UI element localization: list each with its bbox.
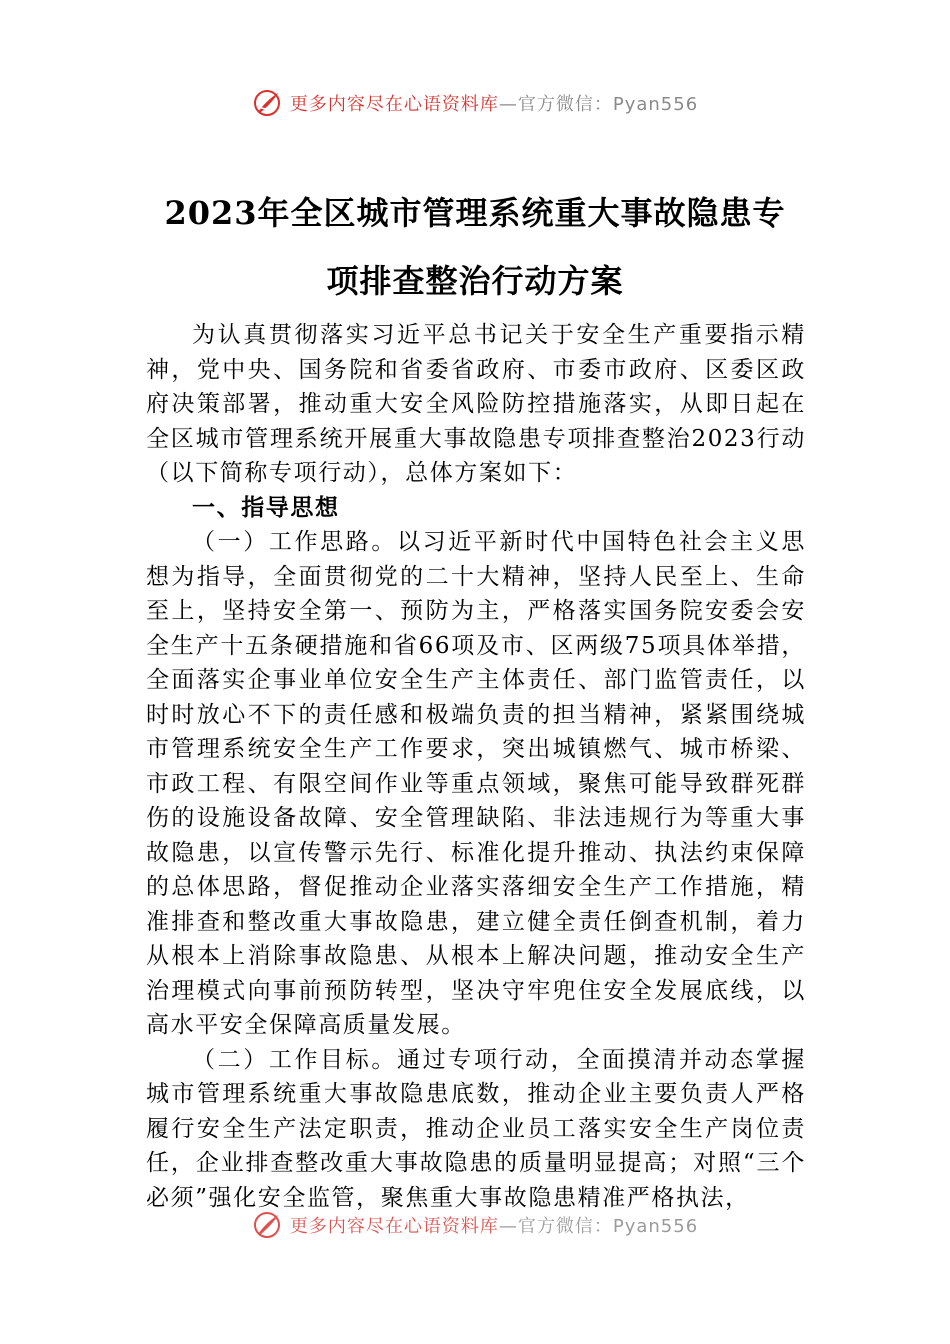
paragraph-lead: （二）工作目标。 xyxy=(192,1046,398,1073)
header-watermark xyxy=(0,86,950,120)
document-title-line-2: 项排查整治行动方案 xyxy=(326,262,624,300)
document-body xyxy=(146,318,806,1215)
quill-pen-logo-icon xyxy=(252,88,282,118)
document-title-line-1: 2023年全区城市管理系统重大事故隐患专 xyxy=(164,194,786,232)
paragraph-work-approach xyxy=(146,525,806,1043)
intro-paragraph: 为认真贯彻落实习近平总书记关于安全生产重要指示精神，党中央、国务院和省委省政府、市委市政府、区委区政府决策部署，推动重大安全风险防控措施落实，从即日起在全区城市管理系统开展重大事故隐患专项排查整治2023行动（以下简称专项行动），总体方案如下： xyxy=(146,322,806,486)
paragraph-text: 以习近平新时代中国特色社会主义思想为指导，全面贯彻党的二十大精神，坚持人民至上、生命至上，坚持安全第一、预防为主，严格落实国务院安委会安全生产十五条硬措施和省66项及市、区两级75项具体举措，全面落实企事业单位安全生产主体责任、部门监管责任，以时时放心不下的责任感和极端负责的担当精神，紧紧围绕城市管理系统安全生产工作要求，突出城镇燃气、城市桥梁、市政工程、有限空间作业等重点领域，聚焦可能导致群死群伤的设施设备故障、安全管理缺陷、非法违规行为等重大事故隐患，以宣传警示先行、标准化提升推动、执法约束保障的总体思路，督促推动企业落实落细安全生产工作措施，精准排查和整改重大事故隐患，建立健全责任倒查机制，着力从根本上消除事故隐患、从根本上解决问题，推动安全生产治理模式向事前预防转型，坚决守牢兜住安全发展底线，以高水平安全保障高质量发展。 xyxy=(146,529,806,1038)
paragraph-work-goals xyxy=(146,1043,806,1216)
watermark-text: 更多内容尽在心语资料库—官方微信：Pyan556 xyxy=(289,94,699,115)
paragraph-text: 通过专项行动，全面摸清并动态掌握城市管理系统重大事故隐患底数，推动企业主要负责人严格履行安全生产法定职责，推动企业员工落实安全生产岗位责任，企业排查整改重大事故隐患的质量明显提高；对照“三个必须”强化安全监管，聚焦重大事故隐患精准严格执法， xyxy=(146,1046,806,1211)
section-heading-guiding-ideology: 一、指导思想 xyxy=(192,494,340,521)
quill-pen-logo-icon xyxy=(252,1210,282,1240)
watermark-text: 更多内容尽在心语资料库—官方微信：Pyan556 xyxy=(289,1216,699,1237)
paragraph-lead: （一）工作思路。 xyxy=(192,529,398,555)
footer-watermark xyxy=(0,1210,950,1240)
